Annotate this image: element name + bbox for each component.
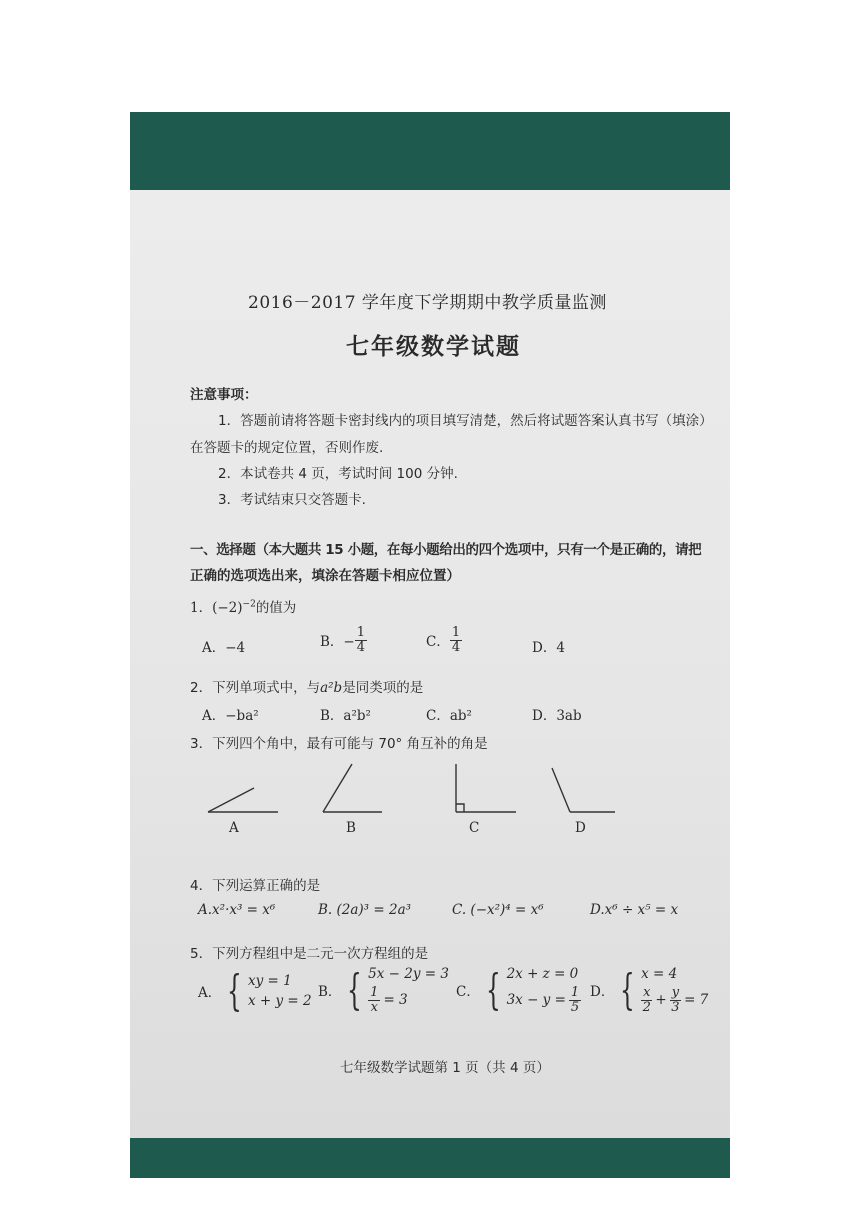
q5-option-b	[318, 966, 449, 1014]
angle-a-slanted-ray	[208, 788, 254, 812]
q2-option-a: A．−ba²	[202, 708, 259, 724]
q1-option-d: D．4	[532, 640, 565, 656]
q1-option-c-numerator: 1	[451, 625, 461, 640]
q1-option-c	[426, 626, 462, 654]
q5-option-d-eq2-frac1-numerator: x	[643, 985, 651, 1000]
q4-option-d: D.x⁶ ÷ x⁵ = x	[590, 902, 679, 918]
q1-base: (−2)	[212, 600, 243, 616]
note-3: 3．考试结束只交答题卡.	[218, 492, 366, 508]
note-2: 2．本试卷共 4 页，考试时间 100 分钟.	[218, 466, 458, 482]
angle-d-slanted-ray	[552, 768, 570, 812]
q3-label-b: B	[346, 820, 356, 836]
q3-label-a: A	[229, 820, 239, 836]
q1-option-b-fraction	[355, 626, 367, 654]
q1-option-b-label: B．−	[320, 634, 355, 651]
q2-option-b: B．a²b²	[320, 708, 371, 724]
q5-option-b-eq2-numerator: 1	[370, 985, 379, 1000]
q2-stem	[190, 676, 423, 696]
q3-stem: 3．下列四个角中，最有可能与 70° 角互补的角是	[190, 736, 488, 752]
q5-option-d-eq2-frac2-numerator: y	[671, 985, 680, 1000]
q1-option-c-denominator: 4	[451, 639, 461, 655]
q1-exponent: −2	[242, 599, 256, 610]
exam-main-title: 七年级数学试题	[346, 333, 521, 360]
note-1b: 在答题卡的规定位置，否则作废.	[190, 440, 384, 456]
q5-option-c-eq2-lhs: 3x − y =	[506, 992, 566, 1009]
q1-option-a: A．−4	[202, 640, 246, 656]
q5-option-d	[590, 966, 708, 1014]
q5-option-a-eq1: xy = 1	[247, 973, 292, 989]
q4-option-b: B. (2a)³ = 2a³	[318, 902, 412, 918]
q1-suffix: 的值为	[255, 600, 297, 616]
q5-option-d-eq2-frac1-denominator: 2	[642, 999, 651, 1015]
q5-option-a-label: A．	[198, 985, 222, 1001]
q5-option-a	[198, 966, 312, 1015]
q5-option-a-brace: {	[227, 966, 242, 1015]
exam-term-title: 2016－2017 学年度下学期期中教学质量监测	[248, 293, 607, 313]
q3-angle-figures	[130, 760, 730, 840]
exam-paper	[130, 190, 730, 1138]
section1-instructions-line2: 正确的选项选出来，填涂在答题卡相应位置）	[190, 568, 460, 584]
page-footer: 七年级数学试题第 1 页（共 4 页）	[340, 1060, 550, 1076]
q1-option-c-label: C．	[426, 634, 450, 651]
q5-stem: 5．下列方程组中是二元一次方程组的是	[190, 946, 429, 962]
q2-option-c: C．ab²	[426, 708, 472, 724]
q3-label-d: D	[575, 820, 586, 836]
q5-option-d-eq2-plus: +	[655, 992, 667, 1009]
q5-option-b-eq2-rhs: = 3	[383, 992, 408, 1009]
q1-option-c-fraction	[450, 626, 462, 654]
q5-option-d-brace: {	[620, 965, 636, 1015]
angle-b-slanted-ray	[323, 764, 352, 812]
q5-option-c-label: C．	[456, 984, 480, 1001]
q1-option-b-numerator: 1	[356, 625, 366, 640]
q1-number: 1．	[190, 600, 213, 616]
q4-option-a: A.x²·x³ = x⁶	[198, 902, 276, 918]
q2-stem-text: 2．下列单项式中，与	[190, 680, 321, 696]
q2-option-d: D．3ab	[532, 708, 582, 724]
note-1a: 1．答题前请将答题卡密封线内的项目填写清楚，然后将试题答案认真书写（填涂）	[218, 413, 713, 429]
q2-stem-tail: 是同类项的是	[342, 680, 424, 696]
q5-option-c-eq1: 2x + z = 0	[506, 966, 579, 982]
q5-option-b-eq2	[368, 986, 449, 1014]
q4-option-c: C. (−x²)⁴ = x⁶	[452, 902, 544, 918]
q5-option-b-eq1: 5x − 2y = 3	[368, 966, 449, 982]
q5-option-d-label: D．	[590, 984, 615, 1001]
q1-option-b-denominator: 4	[356, 639, 366, 655]
q2-stem-term: a²b	[320, 680, 343, 696]
q5-option-d-eq2-frac2-denominator: 3	[671, 999, 680, 1015]
section1-instructions-line1: 一、选择题（本大题共 15 小题，在每小题给出的四个选项中，只有一个是正确的，请把	[190, 542, 702, 558]
q5-option-d-eq2-rhs: = 7	[684, 992, 709, 1009]
q5-option-d-eq2	[641, 986, 708, 1014]
angle-c-right-angle-mark	[456, 804, 464, 812]
q1-stem	[190, 596, 296, 616]
q5-option-a-eq2: x + y = 2	[247, 993, 312, 1009]
q5-option-c	[456, 966, 581, 1014]
q5-option-c-eq2	[507, 986, 582, 1014]
q4-stem: 4．下列运算正确的是	[190, 878, 321, 894]
q5-option-b-eq2-denominator: x	[370, 999, 378, 1015]
q5-option-b-brace: {	[347, 965, 363, 1015]
q5-option-c-eq2-numerator: 1	[570, 985, 580, 1000]
q5-option-c-brace: {	[485, 965, 501, 1015]
q5-option-d-eq1: x = 4	[641, 966, 678, 982]
notes-heading: 注意事项：	[190, 387, 258, 403]
q5-option-c-eq2-denominator: 5	[570, 999, 580, 1015]
q5-option-b-label: B．	[318, 984, 342, 1001]
q1-option-b	[320, 626, 367, 654]
q3-label-c: C	[469, 820, 480, 836]
